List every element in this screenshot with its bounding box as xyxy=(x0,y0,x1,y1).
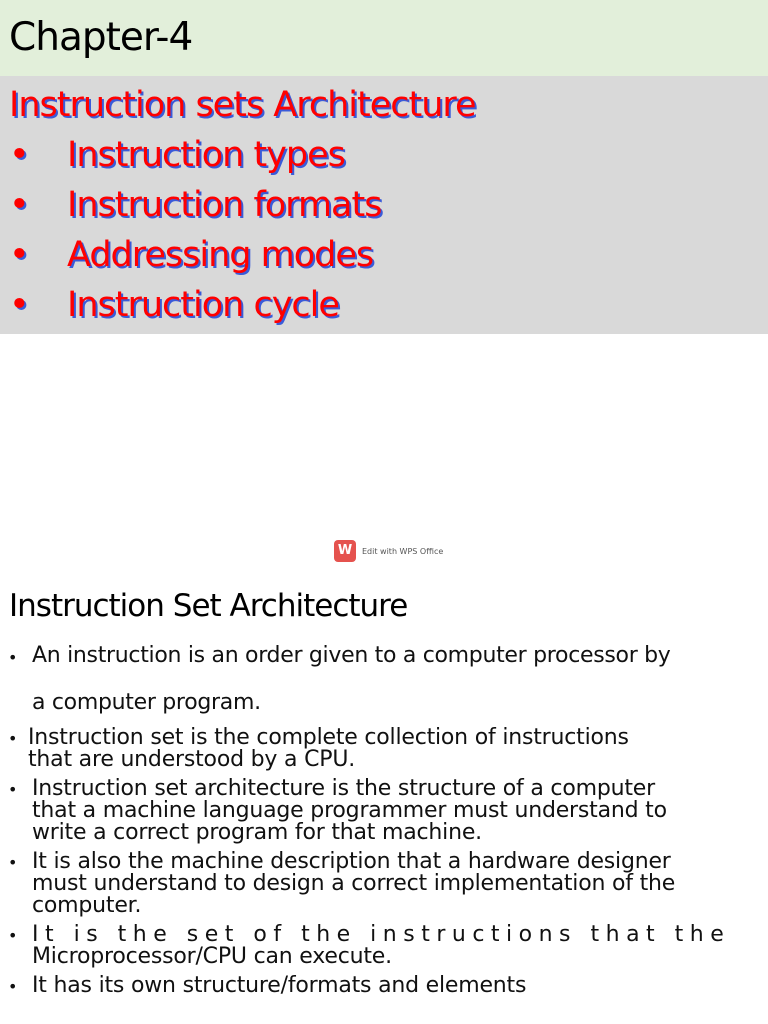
bullet-line: that are understood by a CPU. xyxy=(28,747,356,772)
wps-watermark-text: Edit with WPS Office xyxy=(362,546,444,556)
bullet-line: It is also the machine description that a hardware designer xyxy=(32,849,671,874)
bullet-icon: • xyxy=(9,235,29,275)
bullet-line: An instruction is an order given to a computer processor by xyxy=(32,643,671,668)
bullet-line: It has its own structure/formats and elements xyxy=(32,973,527,998)
bullet-line: write a correct program for that machine. xyxy=(32,820,482,845)
topic-item-label: Instruction cycle xyxy=(67,285,339,325)
bullet-line: Microprocessor/CPU can execute. xyxy=(32,944,392,969)
bullet-line: must understand to design a correct implementation of the xyxy=(32,871,676,896)
bullet-icon: • xyxy=(8,780,18,799)
bullet-icon: • xyxy=(9,185,29,225)
topic-item-label: Instruction types xyxy=(67,135,345,175)
bullet-icon: • xyxy=(9,285,29,325)
bullet-icon: • xyxy=(8,977,18,996)
bullet-line: computer. xyxy=(32,893,142,918)
bullet-line: a computer program. xyxy=(32,690,261,715)
bullet-icon: • xyxy=(8,926,18,945)
chapter-title: Chapter-4 xyxy=(9,15,193,60)
wps-logo-icon: W xyxy=(334,540,356,562)
bullet-icon: • xyxy=(9,135,29,175)
topics-heading xyxy=(9,83,476,127)
topic-item-label: Instruction formats xyxy=(67,185,382,225)
bullet-line: that a machine language programmer must understand to xyxy=(32,798,667,823)
bullet-icon: • xyxy=(8,648,18,667)
wps-watermark[interactable] xyxy=(334,540,443,562)
bullet-icon: • xyxy=(8,729,18,748)
section-title: Instruction Set Architecture xyxy=(9,588,408,624)
bullet-icon: • xyxy=(8,853,18,872)
topic-item-label: Addressing modes xyxy=(67,235,374,275)
topics-band xyxy=(0,76,768,334)
chapter-title-band xyxy=(0,0,768,76)
bullet-line: Instruction set is the complete collection of instructions xyxy=(28,725,629,750)
bullet-line: It is the set of the instructions that the xyxy=(32,922,731,947)
topics-heading-text: Instruction sets Architecture xyxy=(9,85,476,125)
bullet-line: Instruction set architecture is the structure of a computer xyxy=(32,776,655,801)
